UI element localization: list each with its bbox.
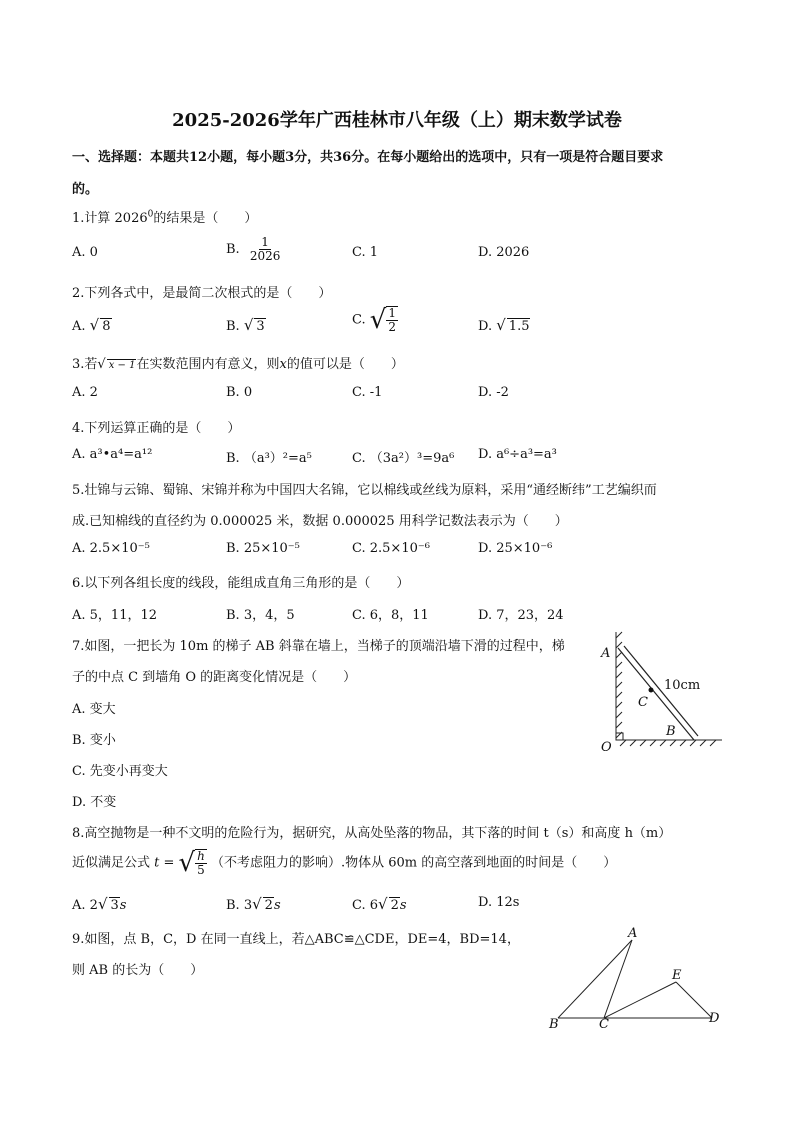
ladder-line-1	[618, 648, 694, 740]
q5-option-d[interactable]: D. 25×10⁻⁶	[478, 541, 553, 556]
q4-option-a[interactable]: A. a³•a⁴=a¹²	[72, 447, 153, 462]
side-ed	[676, 982, 712, 1018]
section-heading: 一、选择题：本题共12小题，每小题3分，共36分。在每小题给出的选项中，只有一项是符合题目要求	[72, 150, 664, 165]
midpoint-c	[649, 688, 654, 693]
fig9-label-a: A	[628, 926, 638, 941]
fig7-length-label: 10cm	[664, 678, 701, 693]
q7-option-b[interactable]: B. 变小	[72, 733, 116, 748]
q4-option-c[interactable]: C. （3a²）³=9a⁶	[352, 451, 455, 466]
q5-option-c[interactable]: C. 2.5×10⁻⁶	[352, 541, 430, 556]
ground-hatch	[620, 740, 716, 746]
q6-option-c[interactable]: C. 6，8，11	[352, 608, 429, 623]
q5-option-b[interactable]: B. 25×10⁻⁵	[226, 541, 300, 556]
question-7-stem-cont: 子的中点 C 到墙角 O 的距离变化情况是（ ）	[72, 670, 357, 685]
side-ba	[558, 940, 632, 1018]
q8-option-c[interactable]: C. 6√ 2s	[352, 895, 407, 913]
question-9-stem: 9.如图，点 B，C，D 在同一直线上，若△ABC≌△CDE，DE=4，BD=14，	[72, 932, 520, 947]
question-9-stem-cont: 则 AB 的长为（ ）	[72, 963, 204, 978]
fig7-label-o: O	[601, 740, 612, 755]
q1-option-c[interactable]: C. 1	[352, 245, 379, 260]
q3-option-c[interactable]: C. -1	[352, 385, 383, 400]
q2-option-c[interactable]: C. √ $\frac{1}{2}$	[352, 305, 396, 335]
fig7-label-a: A	[601, 646, 611, 661]
q2-option-b[interactable]: B. √ 3	[226, 316, 265, 334]
q7-option-a[interactable]: A. 变大	[72, 702, 116, 717]
question-7-stem: 7.如图，一把长为 10m 的梯子 AB 斜靠在墙上，当梯子的顶端沿墙下滑的过程中，梯	[72, 639, 565, 654]
q5-option-a[interactable]: A. 2.5×10⁻⁵	[72, 541, 150, 556]
q7-option-c[interactable]: C. 先变小再变大	[72, 764, 168, 779]
q3-option-a[interactable]: A. 2	[72, 385, 98, 400]
question-5-stem-cont: 成.已知棉线的直径约为 0.000025 米，数据 0.000025 用科学记数法表示为（ ）	[72, 514, 568, 529]
q8-option-d[interactable]: D. 12s	[478, 895, 520, 910]
q6-option-d[interactable]: D. 7，23，24	[478, 608, 564, 623]
q1-option-d[interactable]: D. 2026	[478, 245, 530, 260]
q8-option-b[interactable]: B. 3√ 2s	[226, 895, 281, 913]
q6-option-b[interactable]: B. 3，4，5	[226, 608, 295, 623]
fig9-label-b: B	[549, 1017, 559, 1032]
q6-option-a[interactable]: A. 5，11，12	[72, 608, 158, 623]
ladder-figure	[592, 628, 732, 758]
question-3-stem: 3.若√ x − 1在实数范围内有意义，则x的值可以是（ ）	[72, 357, 404, 372]
q4-option-d[interactable]: D. a⁶÷a³=a³	[478, 447, 557, 462]
question-6-stem: 6.以下列各组长度的线段，能组成直角三角形的是（ ）	[72, 576, 410, 591]
q1-option-a[interactable]: A. 0	[72, 245, 98, 260]
section-heading-cont: 的。	[72, 182, 99, 197]
triangle-figure	[548, 930, 728, 1030]
fig9-label-d: D	[709, 1011, 720, 1026]
question-5-stem: 5.壮锦与云锦、蜀锦、宋锦并称为中国四大名锦，它以棉线或丝线为原料，采用“通经断纬”工艺编织而	[72, 483, 657, 498]
fig9-label-e: E	[672, 968, 682, 983]
fig9-label-c: C	[599, 1017, 609, 1032]
q4-option-b[interactable]: B. （a³）²=a⁵	[226, 451, 312, 466]
fig7-label-b: B	[666, 724, 676, 739]
page-title: 2025-2026学年广西桂林市八年级（上）期末数学试卷	[172, 110, 622, 131]
question-8-stem-cont: 近似满足公式 t = √ $\frac{h}{5}$ （不考虑阻力的影响）.物体从 60m 的高空落到地面的时间是（ ）	[72, 848, 617, 878]
q7-option-d[interactable]: D. 不变	[72, 795, 117, 810]
question-8-stem: 8.高空抛物是一种不文明的危险行为，据研究，从高处坠落的物品，其下落的时间 t（s）和高度 h（m）	[72, 826, 672, 841]
q3-option-b[interactable]: B. 0	[226, 385, 253, 400]
q2-option-a[interactable]: A. √ 8	[72, 316, 111, 334]
q3-option-d[interactable]: D. -2	[478, 385, 509, 400]
question-2-stem: 2.下列各式中，是最简二次根式的是（ ）	[72, 286, 332, 301]
fig7-label-c: C	[638, 695, 648, 710]
question-1-stem: 1.计算 2026$^0$的结果是（ ）	[72, 209, 258, 226]
q8-option-a[interactable]: A. 2√ 3s	[72, 895, 127, 913]
q1-option-b[interactable]: B. $\frac{1}{2026}$	[226, 235, 281, 264]
q2-option-d[interactable]: D. √ 1.5	[478, 316, 530, 334]
question-4-stem: 4.下列运算正确的是（ ）	[72, 421, 241, 436]
wall-hatch	[616, 632, 622, 738]
